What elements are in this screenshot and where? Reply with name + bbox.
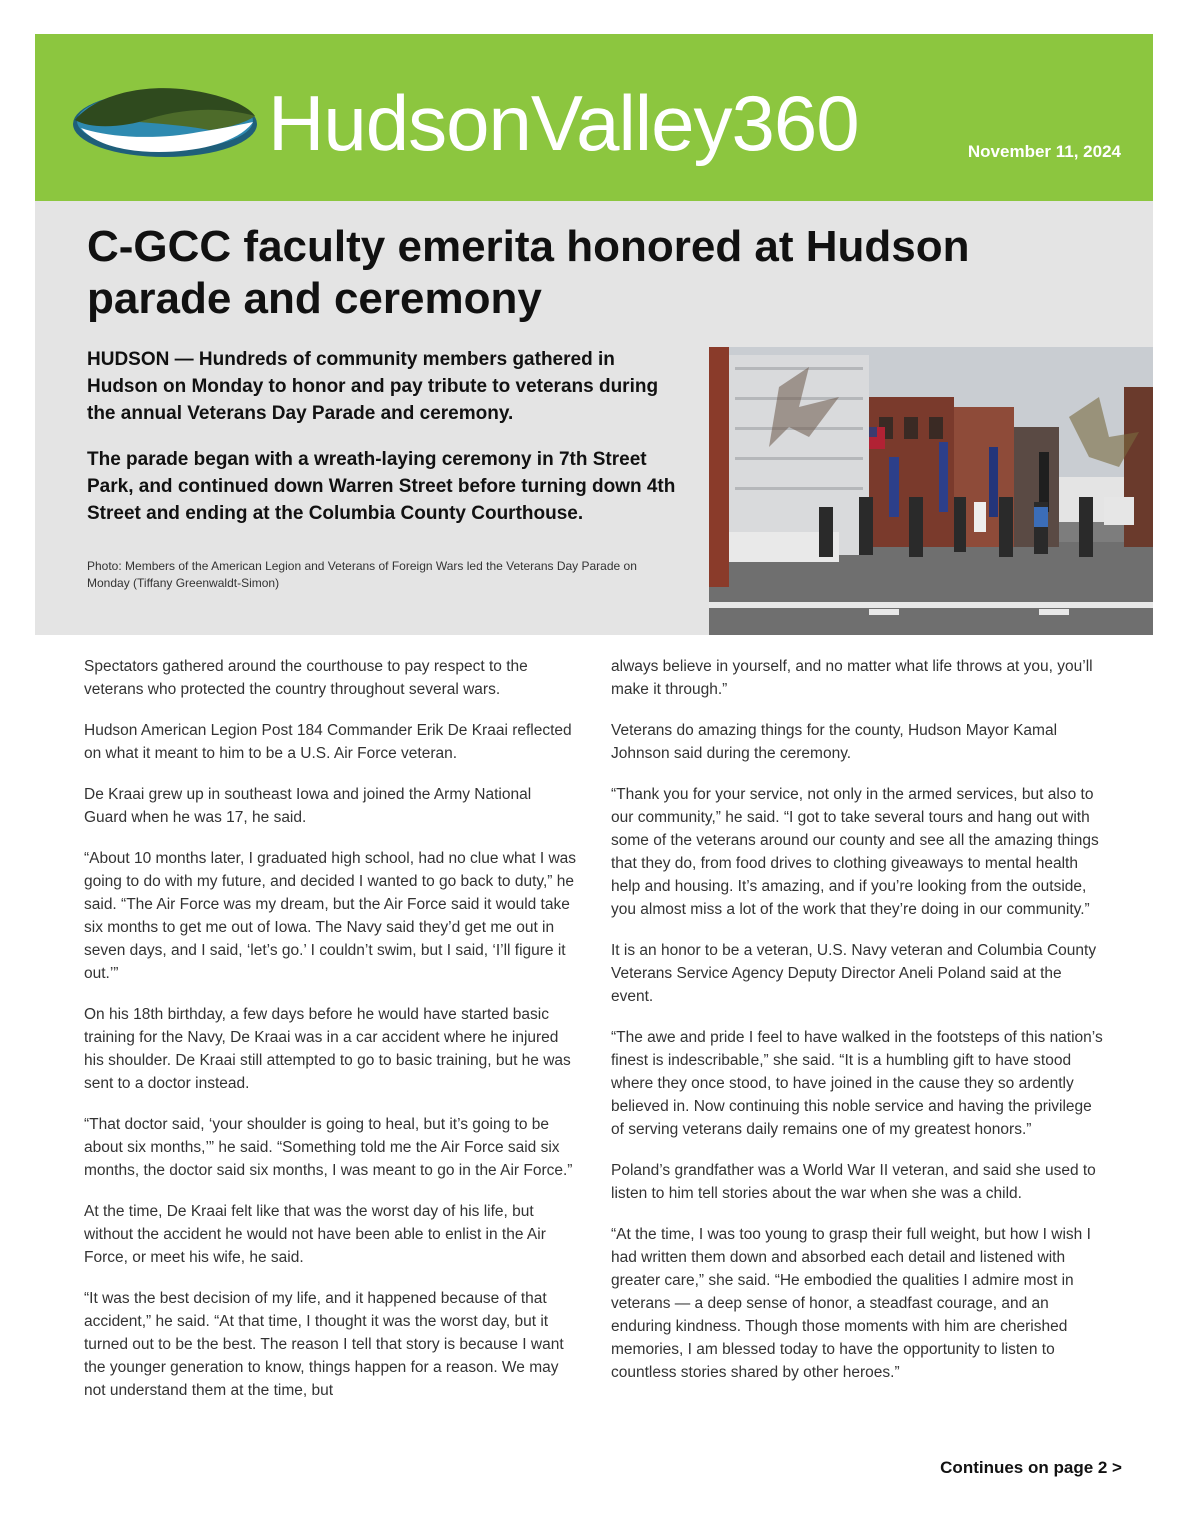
continues-link[interactable]: Continues on page 2 > <box>940 1458 1122 1477</box>
article-column-left <box>84 655 576 1420</box>
headline-section <box>35 201 1153 635</box>
body-paragraph: Poland’s grandfather was a World War II veteran, and said she used to listen to him tell stories about the war when she was a child. <box>611 1162 1096 1202</box>
body-paragraph: On his 18th birthday, a few days before he would have started basic training for the Navy, De Kraai was in a car accident where he injured his shoulder. De Kraai still attempted to go to basic training, but he was sent to a doctor instead. <box>84 1006 571 1092</box>
body-paragraph: Veterans do amazing things for the county, Hudson Mayor Kamal Johnson said during the ceremony. <box>611 722 1058 762</box>
parade-photo <box>709 347 1153 635</box>
hudson-valley-logo-icon <box>69 82 261 160</box>
body-paragraph: “It was the best decision of my life, and it happened because of that accident,” he said. “At that time, I thought it was the worst day, but it turned out to be the best. The reason I tell that story is because I want the younger generation to know, things happen for a reason. We may not understand them at the time, but <box>84 1290 564 1399</box>
lede-paragraph: The parade began with a wreath-laying ceremony in 7th Street Park, and continued down Warren Street before turning down 4th Street and ending at the Columbia County Courthouse. <box>87 449 676 524</box>
body-paragraph: “That doctor said, ‘your shoulder is going to heal, but it’s going to be about six months,’” he said. “Something told me the Air Force said six months, the doctor said six months, I was meant to go in the Air Force.” <box>84 1116 573 1179</box>
article-headline: C-GCC faculty emerita honored at Hudson parade and ceremony <box>87 222 970 323</box>
body-paragraph: always believe in yourself, and no matter what life throws at you, you’ll make it through.” <box>611 658 1093 698</box>
body-paragraph: It is an honor to be a veteran, U.S. Navy veteran and Columbia County Veterans Service Agency Deputy Director Aneli Poland said at the event. <box>611 942 1097 1005</box>
masthead-banner <box>35 34 1153 201</box>
body-paragraph: At the time, De Kraai felt like that was the worst day of his life, but without the accident he would not have been able to enlist in the Air Force, or meet his wife, he said. <box>84 1203 546 1266</box>
photo-caption: Photo: Members of the American Legion and Veterans of Foreign Wars led the Veterans Day Parade on Monday (Tiffany Greenwaldt-Simon) <box>87 559 637 590</box>
brand-wordmark: HudsonValley360 <box>268 79 859 167</box>
body-paragraph: “Thank you for your service, not only in the armed services, but also to our community,” he said. “I got to take several tours and hang out with some of the veterans around our county and see all the amazing things that they do, from food drives to clothing giveaways to mental health help and housing. It’s amazing, and if you’re looking from the outside, you almost miss a lot of the work that they’re doing in our community.” <box>611 786 1099 918</box>
lede-paragraph: HUDSON — Hundreds of community members gathered in Hudson on Monday to honor and pay tribute to veterans during the annual Veterans Day Parade and ceremony. <box>87 349 659 424</box>
body-paragraph: De Kraai grew up in southeast Iowa and joined the Army National Guard when he was 17, he said. <box>84 786 532 826</box>
article-column-right <box>611 655 1103 1402</box>
publication-date: November 11, 2024 <box>967 142 1121 161</box>
body-paragraph: “At the time, I was too young to grasp their full weight, but how I wish I had written them down and absorbed each detail and listened with greater care,” she said. “He embodied the qualities I admire most in veterans — a deep sense of honor, a steadfast courage, and an enduring kindness. Though those moments with him are cherished memories, I am blessed today to have the opportunity to listen to countless stories shared by other heroes.” <box>611 1226 1091 1381</box>
body-paragraph: Spectators gathered around the courthouse to pay respect to the veterans who protected the country throughout several wars. <box>84 658 528 698</box>
body-paragraph: “The awe and pride I feel to have walked in the footsteps of this nation’s finest is indescribable,” she said. “It is a humbling gift to have stood where they once stood, to have joined in the cause they so ardently believed in. Now continuing this noble service and having the privilege of serving veterans daily remains one of my greatest honors.” <box>611 1029 1103 1138</box>
body-paragraph: Hudson American Legion Post 184 Commander Erik De Kraai reflected on what it meant to him to be a U.S. Air Force veteran. <box>84 722 572 762</box>
body-paragraph: “About 10 months later, I graduated high school, had no clue what I was going to do with my future, and decided I wanted to go back to duty,” he said. “The Air Force was my dream, but the Air Force said it would take six months to get me out of Iowa. The Navy said they’d get me out in seven days, and I said, ‘let’s go.’ I couldn’t swim, but I said, ‘I’ll figure it out.’” <box>84 850 577 982</box>
